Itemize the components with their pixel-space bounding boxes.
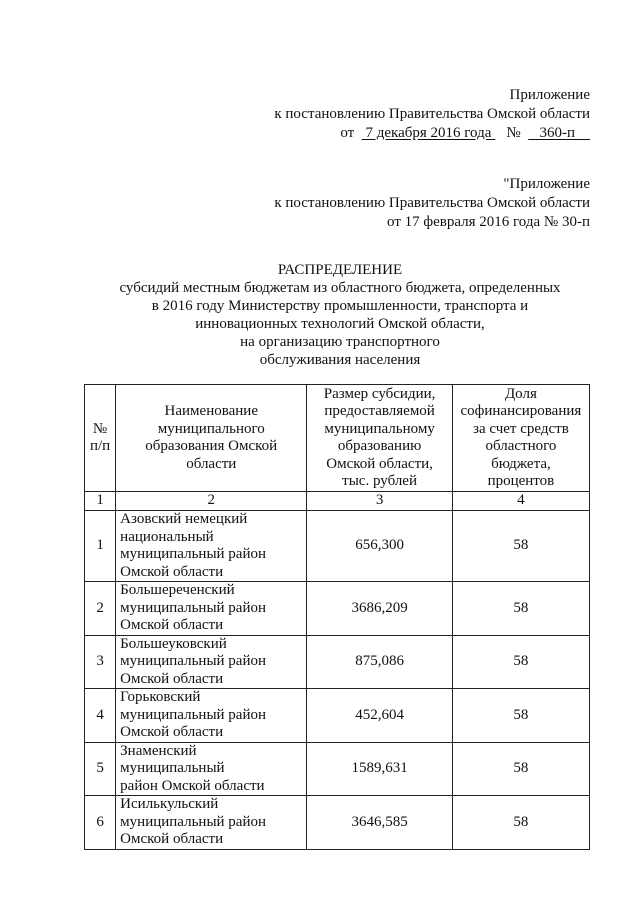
appendix-original-date: от 17 февраля 2016 года № 30-п	[387, 214, 590, 230]
header-line: образования Омской	[145, 438, 278, 454]
header-line: муниципальному	[324, 420, 435, 437]
row-number: 1	[85, 511, 116, 582]
header-line: области	[186, 455, 237, 472]
header-line: бюджета,	[491, 455, 551, 472]
row-number: 4	[85, 689, 116, 743]
appendix-current-date-line	[274, 124, 590, 143]
name-line: муниципальный район	[120, 706, 267, 723]
column-number: 2	[116, 492, 307, 511]
column-number-row	[85, 492, 590, 511]
name-line: муниципальный район	[120, 653, 267, 669]
title-line: субсидий местным бюджетам из областного бюджета, определенных	[119, 280, 561, 296]
name-line: муниципальный район	[120, 599, 267, 616]
title-line: инновационных технологий Омской области,	[195, 316, 485, 332]
row-number: 3	[85, 635, 116, 689]
header-line: п/п	[89, 438, 111, 454]
appendix-original-decree: к постановлению Правительства Омской области	[274, 195, 590, 211]
column-number: 3	[307, 492, 452, 511]
header-line: Размер субсидии,	[323, 385, 436, 402]
column-number: 1	[85, 492, 116, 511]
header-amount	[307, 385, 452, 492]
number-prefix: №	[506, 125, 521, 141]
table-row	[85, 511, 590, 582]
municipality-name	[116, 796, 307, 850]
cofinancing-share: 58	[452, 689, 589, 743]
table-header-row	[85, 385, 590, 492]
header-line: Омской области,	[326, 455, 433, 472]
cofinancing-share: 58	[452, 511, 589, 582]
table-row	[85, 582, 590, 636]
name-line: Омской области	[120, 670, 224, 687]
subsidy-amount: 875,086	[307, 635, 452, 689]
municipality-name	[116, 511, 307, 582]
header-line: тыс. рублей	[342, 473, 417, 489]
decree-date	[362, 125, 495, 141]
header-line: №	[92, 420, 108, 437]
name-line: Омской области	[120, 724, 224, 740]
header-line: областного	[485, 438, 557, 454]
row-number: 5	[85, 742, 116, 796]
name-line: Омской области	[120, 617, 224, 633]
table-row	[85, 635, 590, 689]
header-name	[116, 385, 307, 492]
appendix-current-block	[274, 86, 590, 143]
row-number: 6	[85, 796, 116, 850]
table-row	[85, 689, 590, 743]
appendix-current-decree: к постановлению Правительства Омской области	[274, 106, 590, 122]
header-line: образованию	[337, 438, 422, 454]
municipality-name	[116, 635, 307, 689]
header-line: софинансирования	[460, 403, 582, 419]
title-line: обслуживания населения	[259, 352, 421, 368]
date-prefix: от	[340, 125, 355, 141]
cofinancing-share: 58	[452, 635, 589, 689]
title-heading: РАСПРЕДЕЛЕНИЕ	[277, 262, 403, 278]
subsidy-table	[84, 384, 590, 850]
header-line: Наименование	[164, 403, 258, 419]
name-line: национальный	[120, 528, 214, 545]
title-line: на организацию транспортного	[240, 334, 440, 350]
cofinancing-share: 58	[452, 582, 589, 636]
name-line: Большереченский	[120, 582, 235, 598]
cofinancing-share: 58	[452, 796, 589, 850]
subsidy-amount: 452,604	[307, 689, 452, 743]
name-line: Азовский немецкий	[120, 511, 248, 527]
name-line: Исилькульский	[120, 796, 219, 812]
row-number: 2	[85, 582, 116, 636]
name-line: муниципальный район	[120, 813, 267, 830]
subsidy-amount: 3646,585	[307, 796, 452, 850]
municipality-name	[116, 742, 307, 796]
appendix-original-block	[274, 175, 590, 232]
name-line: район Омской области	[120, 777, 265, 794]
municipality-name	[116, 689, 307, 743]
table-row	[85, 742, 590, 796]
name-line: муниципальный район	[120, 546, 267, 562]
subsidy-amount: 1589,631	[307, 742, 452, 796]
municipality-name	[116, 582, 307, 636]
decree-date-value: 7 декабря 2016 года	[365, 125, 492, 141]
header-line: муниципального	[157, 420, 265, 437]
decree-number-value: 360-п	[539, 125, 575, 141]
name-line: Знаменский муниципальный	[120, 742, 225, 776]
name-line: Большеуковский	[120, 635, 227, 652]
name-line: Омской области	[120, 563, 224, 580]
subsidy-amount: 656,300	[307, 511, 452, 582]
name-line: Омской области	[120, 831, 224, 847]
header-line: за счет средств	[473, 420, 569, 437]
table-row	[85, 796, 590, 850]
header-number	[85, 385, 116, 492]
header-line: предоставляемой	[324, 403, 435, 419]
header-share	[452, 385, 589, 492]
column-number: 4	[452, 492, 589, 511]
decree-number	[528, 125, 590, 141]
header-line: Доля	[504, 385, 537, 402]
header-line: процентов	[487, 473, 555, 489]
appendix-original-title: "Приложение	[503, 176, 590, 192]
cofinancing-share: 58	[452, 742, 589, 796]
appendix-current-title: Приложение	[509, 87, 590, 103]
subsidy-amount: 3686,209	[307, 582, 452, 636]
name-line: Горьковский	[120, 689, 201, 705]
title-line: в 2016 году Министерству промышленности, транспорта и	[151, 298, 529, 314]
document-title	[60, 261, 620, 369]
